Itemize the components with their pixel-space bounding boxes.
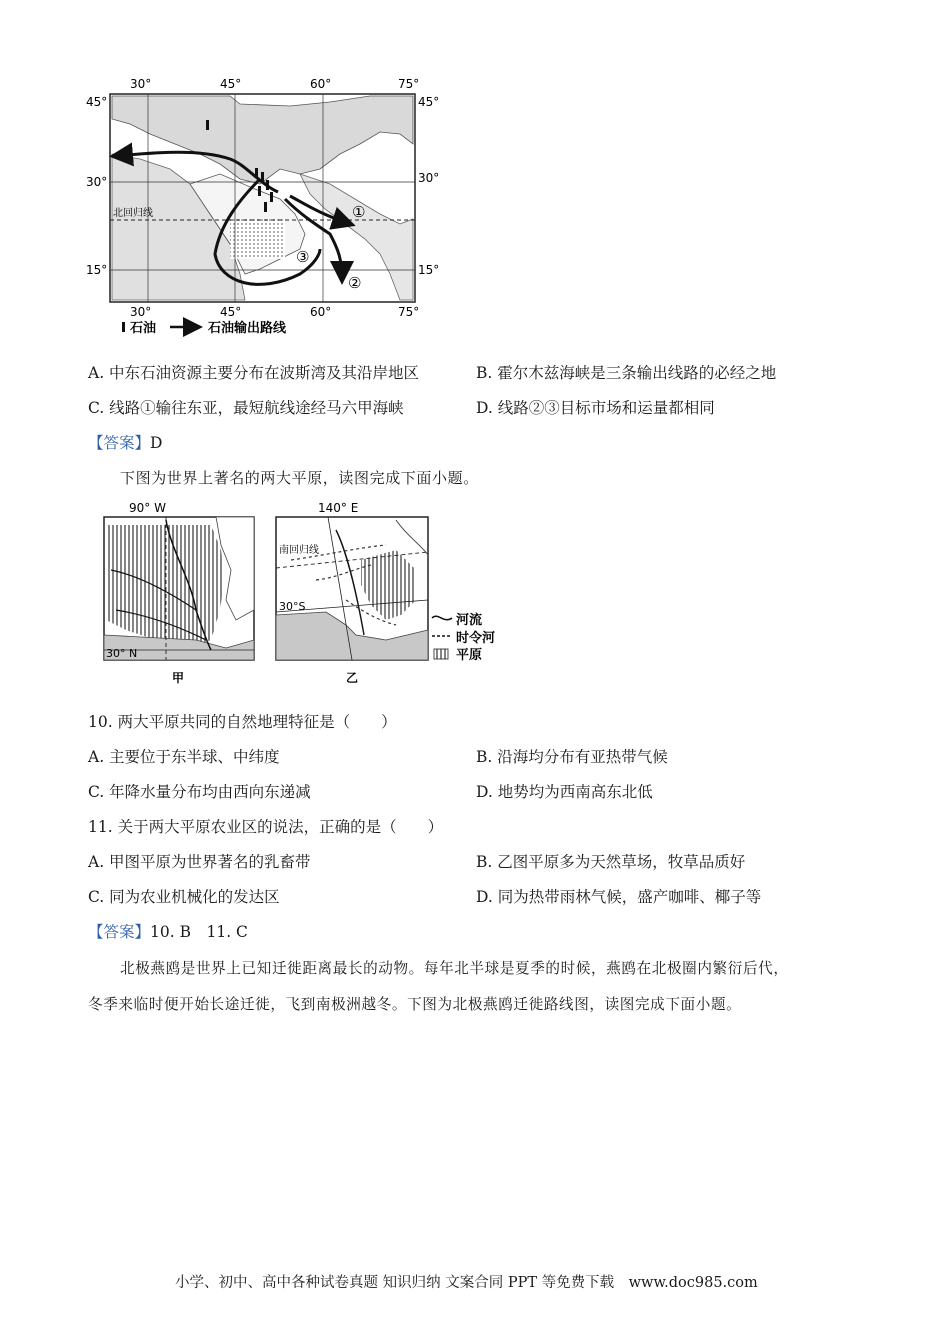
q11-option-a: A. 甲图平原为世界著名的乳畜带 xyxy=(88,853,311,871)
q11-stem: 11. 关于两大平原农业区的说法，正确的是（ ） xyxy=(88,818,444,836)
jia-caption: 甲 xyxy=(172,671,185,685)
lat-right-30: 30° xyxy=(418,171,440,185)
jia-lon-label: 90° W xyxy=(129,501,166,515)
q9-option-d: D. 线路②③目标市场和运量都相同 xyxy=(476,399,715,417)
lon-top-45: 45° xyxy=(220,77,242,91)
route-3-label: ③ xyxy=(296,248,310,266)
answer-tag: 【答案】 xyxy=(88,434,151,452)
lon-bottom-75: 75° xyxy=(398,305,420,319)
legend-river-label: 河流 xyxy=(456,613,483,628)
legend-plain-label: 平原 xyxy=(456,648,483,663)
lon-top-75: 75° xyxy=(398,77,420,91)
q9-option-b: B. 霍尔木兹海峡是三条输出线路的必经之地 xyxy=(476,364,777,382)
page-footer: 小学、初中、高中各种试卷真题 知识归纳 文案合同 PPT 等免费下载 www.doc985.com xyxy=(175,1275,758,1291)
middle-east-oil-map xyxy=(80,74,450,344)
yi-caption: 乙 xyxy=(346,671,359,685)
q10-option-c: C. 年降水量分布均由西向东递减 xyxy=(88,783,311,801)
q9-option-a: A. 中东石油资源主要分布在波斯湾及其沿岸地区 xyxy=(88,364,420,382)
answer-tag-2: 【答案】 xyxy=(88,923,151,941)
lat-left-15: 15° xyxy=(86,263,108,277)
lat-left-45: 45° xyxy=(86,95,108,109)
lon-top-60: 60° xyxy=(310,77,332,91)
q10-11-answer: 10. B 11. C xyxy=(150,923,248,941)
yi-tropic-label: 南回归线 xyxy=(279,545,319,556)
legend-seasonal-label: 时令河 xyxy=(456,631,496,646)
q11-option-b: B. 乙图平原多为天然草场，牧草品质好 xyxy=(476,853,746,871)
lat-right-15: 15° xyxy=(418,263,440,277)
q10-option-d: D. 地势均为西南高东北低 xyxy=(476,783,653,801)
desert-region xyxy=(230,219,285,259)
legend-oil-label: 石油 xyxy=(130,321,157,336)
lon-bottom-30: 30° xyxy=(130,305,152,319)
lon-bottom-45: 45° xyxy=(220,305,242,319)
lon-bottom-60: 60° xyxy=(310,305,332,319)
lat-right-45: 45° xyxy=(418,95,440,109)
route-1-label: ① xyxy=(352,203,366,221)
lat-left-30: 30° xyxy=(86,175,108,189)
q11-option-c: C. 同为农业机械化的发达区 xyxy=(88,888,280,906)
intro-tern-line2: 冬季来临时便开始长途迁徙，飞到南极洲越冬。下图为北极燕鸥迁徙路线图，读图完成下面小题。 xyxy=(88,996,742,1013)
q10-11-answer-line xyxy=(88,920,248,942)
q10-option-a: A. 主要位于东半球、中纬度 xyxy=(88,748,280,766)
tropic-label: 北回归线 xyxy=(113,208,153,219)
intro-tern-line1: 北极燕鸥是世界上已知迁徙距离最长的动物。每年北半球是夏季的时候，燕鸥在北极圈内繁衍后代， xyxy=(120,960,789,977)
q9-option-c: C. 线路①输往东亚，最短航线途经马六甲海峡 xyxy=(88,399,404,417)
q9-answer: D xyxy=(150,434,163,452)
legend-plain-icon xyxy=(434,649,448,659)
q10-option-b: B. 沿海均分布有亚热带气候 xyxy=(476,748,668,766)
jia-lat-label: 30° N xyxy=(106,647,138,660)
yi-lat-label: 30°S xyxy=(279,600,306,613)
legend-route-label: 石油输出路线 xyxy=(208,321,287,336)
legend-river-icon xyxy=(432,616,452,619)
route-2-label: ② xyxy=(348,274,362,292)
q9-answer-line xyxy=(88,431,162,453)
legend-oil-icon xyxy=(122,322,125,332)
lon-top-30: 30° xyxy=(130,77,152,91)
intro-plains: 下图为世界上著名的两大平原，读图完成下面小题。 xyxy=(120,469,479,487)
plain-jia xyxy=(106,525,224,645)
yi-lon-label: 140° E xyxy=(318,501,359,515)
q10-stem: 10. 两大平原共同的自然地理特征是（ ） xyxy=(88,713,397,731)
two-plains-map xyxy=(96,500,516,690)
q11-option-d: D. 同为热带雨林气候，盛产咖啡、椰子等 xyxy=(476,888,762,906)
